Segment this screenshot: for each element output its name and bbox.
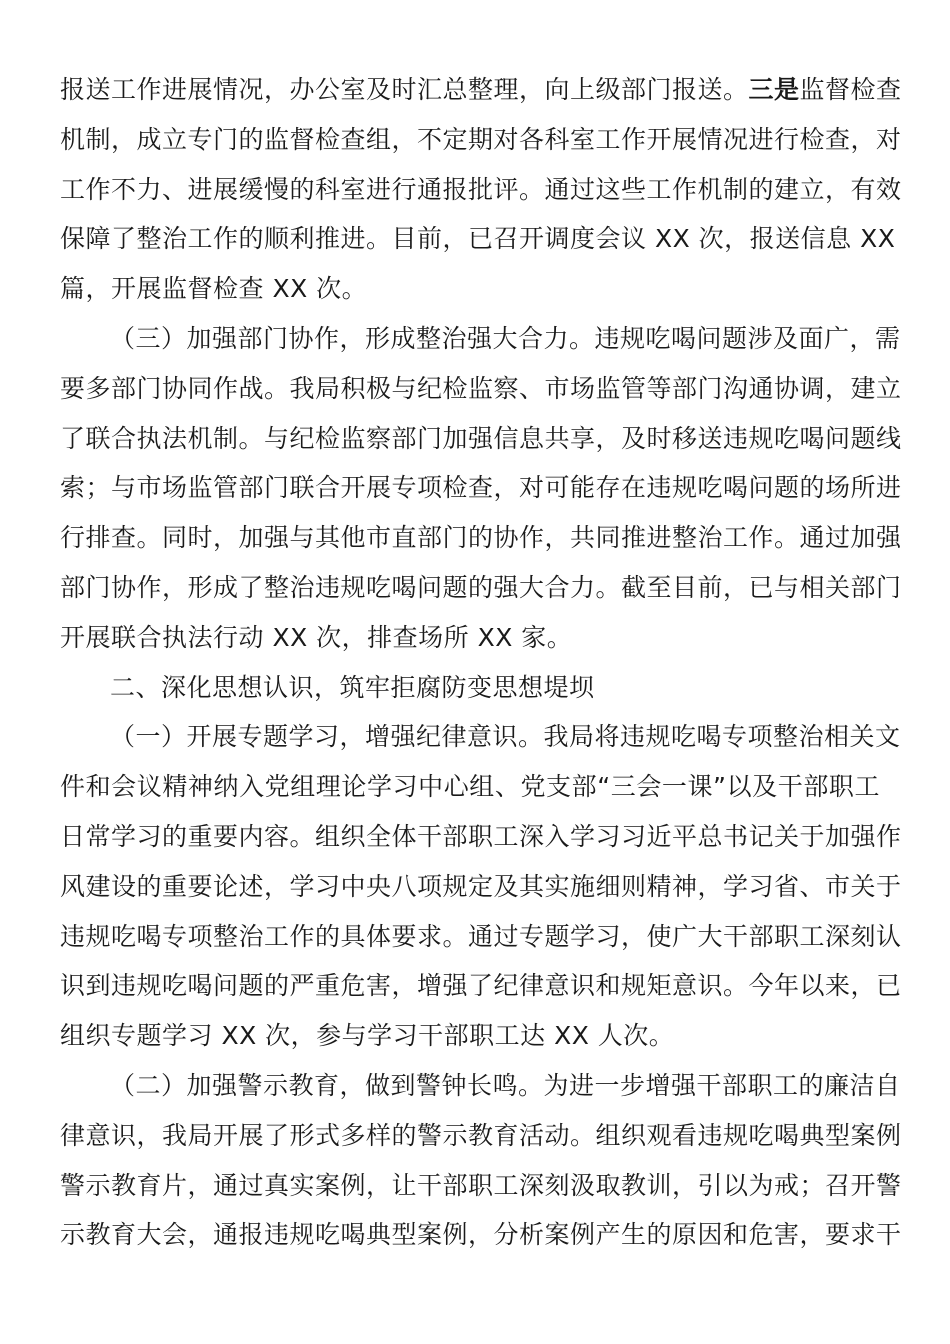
paragraph-line [60, 371, 902, 407]
text-segment: 篇，开展监督检查 XX 次。 [60, 274, 368, 304]
text-segment: （一）开展专题学习，增强纪律意识。我局将违规吃喝专项整治相关文 [110, 722, 901, 752]
paragraph-line [60, 769, 880, 805]
text-segment: 工作不力、进展缓慢的科室进行通报批评。通过这些工作机制的建立，有效 [60, 174, 902, 204]
paragraph-line [60, 1168, 902, 1204]
text-segment: 保障了整治工作的顺利推进。目前，已召开调度会议 XX 次，报送信息 XX [60, 224, 896, 254]
text-segment: （二）加强警示教育，做到警钟长鸣。为进一步增强干部职工的廉洁自 [110, 1071, 901, 1100]
paragraph-line [110, 1068, 901, 1104]
paragraph-line [60, 1018, 674, 1054]
text-segment: 机制，成立专门的监督检查组，不定期对各科室工作开展情况进行检查，对 [60, 124, 902, 154]
text-segment: 要多部门协同作战。我局积极与纪检监察、市场监管等部门沟通协调，建立 [60, 373, 902, 403]
paragraph-line [60, 1118, 902, 1154]
paragraph-line [60, 570, 902, 606]
text-segment: 警示教育片，通过真实案例，让干部职工深刻汲取教训，引以为戒；召开警 [60, 1170, 902, 1200]
paragraph-line [60, 122, 902, 158]
text-segment: 件和会议精神纳入党组理论学习中心组、党支部“三会一课”以及干部职工 [60, 772, 880, 802]
section-heading [110, 670, 595, 706]
paragraph-line [60, 72, 902, 108]
text-segment: 了联合执法机制。与纪检监察部门加强信息共享，及时移送违规吃喝问题线 [60, 423, 902, 453]
text-segment: 报送工作进展情况，办公室及时汇总整理，向上级部门报送。 [60, 75, 749, 104]
paragraph-line [110, 321, 901, 357]
text-segment: 监督检查 [799, 75, 902, 104]
paragraph-line [60, 172, 902, 208]
text-segment: 风建设的重要论述，学习中央八项规定及其实施细则精神，学习省、市关于 [60, 871, 902, 901]
text-segment: 部门协作，形成了整治违规吃喝问题的强大合力。截至目前，已与相关部门 [60, 573, 902, 602]
text-segment: 二、深化思想认识，筑牢拒腐防变思想堤坝 [110, 672, 595, 702]
text-segment: 开展联合执法行动 XX 次，排查场所 XX 家。 [60, 622, 573, 652]
paragraph-line [60, 520, 902, 556]
paragraph-line [60, 1217, 902, 1253]
text-segment: 索；与市场监管部门联合开展专项检查，对可能存在违规吃喝问题的场所进 [60, 473, 902, 503]
text-segment: 律意识，我局开展了形式多样的警示教育活动。组织观看违规吃喝典型案例 [60, 1120, 902, 1150]
text-segment: 行排查。同时，加强与其他市直部门的协作，共同推进整治工作。通过加强 [60, 523, 902, 553]
text-segment: 日常学习的重要内容。组织全体干部职工深入学习习近平总书记关于加强作 [60, 822, 902, 851]
paragraph-line [60, 221, 895, 257]
text-segment: 识到违规吃喝问题的严重危害，增强了纪律意识和规矩意识。今年以来，已 [60, 971, 902, 1001]
paragraph-line [60, 819, 902, 855]
paragraph-line [60, 470, 902, 506]
paragraph-line [60, 421, 902, 457]
text-segment: 组织专题学习 XX 次，参与学习干部职工达 XX 人次。 [60, 1021, 675, 1051]
bold-text: 三是 [748, 75, 800, 104]
text-segment: 违规吃喝专项整治工作的具体要求。通过专题学习，使广大干部职工深刻认 [60, 921, 902, 951]
paragraph-line [60, 919, 902, 955]
paragraph-line [60, 271, 367, 307]
paragraph-line [60, 869, 902, 905]
text-segment: （三）加强部门协作，形成整治强大合力。违规吃喝问题涉及面广，需 [110, 324, 901, 353]
text-segment: 示教育大会，通报违规吃喝典型案例，分析案例产生的原因和危害，要求干 [60, 1220, 902, 1250]
paragraph-line [110, 719, 901, 755]
paragraph-line [60, 620, 572, 656]
paragraph-line [60, 968, 902, 1004]
